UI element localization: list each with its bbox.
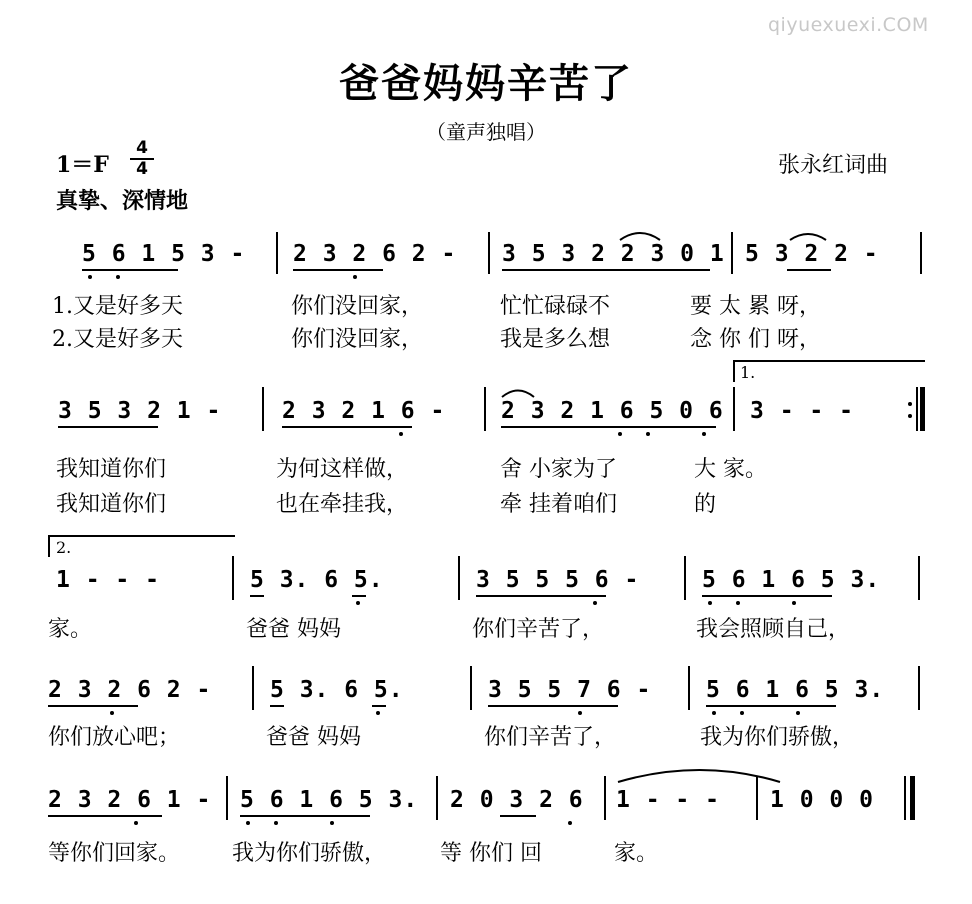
measure: 3 5 3 2 2 3 0 1 (502, 241, 725, 267)
measure: 2 0 3 2 6 (450, 787, 584, 813)
song-subtitle: （童声独唱） (426, 120, 546, 144)
measure: 1 - - - (616, 787, 720, 813)
lyric-line: 的 (694, 492, 717, 517)
slur (502, 391, 534, 398)
meter-top: 4 (136, 138, 148, 158)
measure: 2 3 2 1 6 5 0 6 (501, 398, 724, 424)
measure: 2 3 2 6 2 - (48, 677, 212, 703)
measure: 2 3 2 1 6 - (282, 398, 446, 424)
lyric-line: 我知道你们 (56, 492, 167, 517)
lyric-line: 大 家。 (694, 457, 767, 482)
measure: 2 3 2 6 2 - (293, 241, 457, 267)
author-credit: 张永红词曲 (778, 153, 889, 178)
lyric-line: 为何这样做， (276, 457, 409, 482)
lyric-line: 舍 小家为了 (500, 457, 617, 482)
measure: 5 3. 6 5. (250, 567, 384, 593)
lyric-line: 也在牵挂我， (276, 492, 409, 517)
lyric-line: 2.又是好多天 (52, 327, 183, 352)
song-title: 爸爸妈妈辛苦了 (339, 60, 633, 107)
measure: 5 6 1 5 3 - (82, 241, 246, 267)
lyric-line: 牵 挂着咱们 (500, 492, 617, 517)
lyric-line: 家。 (614, 841, 659, 866)
lyric-line: 等你们回家。 (48, 841, 181, 866)
lyric-line: 我会照顾自己， (696, 617, 851, 642)
key-signature: 1＝F (56, 152, 109, 178)
second-ending-label: 2. (56, 538, 72, 557)
measure: 5 6 1 6 5 3. (240, 787, 419, 813)
lyric-line: 忙忙碌碌不 (500, 294, 611, 319)
lyric-line: 我是多么想 (500, 327, 611, 352)
lyric-line: 家。 (48, 617, 93, 642)
tempo-marking: 真挚、深情地 (56, 188, 189, 214)
measure: 3 5 3 2 1 - (58, 398, 222, 424)
measure: 1 - - - (56, 567, 160, 593)
lyric-line: 你们没回家， (291, 294, 424, 319)
watermark: qiyuexuexi.COM (768, 14, 929, 36)
lyric-line: 等 你们 回 (440, 841, 542, 866)
meter-bottom: 4 (136, 159, 148, 179)
lyric-line: 念 你 们 呀， (690, 327, 821, 352)
measure: 5 3. 6 5. (270, 677, 404, 703)
measure: 3 5 5 5 6 - (476, 567, 640, 593)
lyric-line: 你们放心吧； (48, 725, 181, 750)
lyric-line: 你们辛苦了， (472, 617, 605, 642)
measure: 1 0 0 0 (770, 787, 874, 813)
measure: 2 3 2 6 1 - (48, 787, 212, 813)
lyric-line: 爸爸 妈妈 (266, 725, 361, 750)
lyric-line: 你们没回家， (291, 327, 424, 352)
first-ending-label: 1. (740, 363, 756, 382)
lyric-line: 要 太 累 呀， (690, 294, 821, 319)
slur (620, 233, 660, 240)
lyric-line: 我为你们骄傲， (232, 841, 387, 866)
measure: 3 5 5 7 6 - (488, 677, 652, 703)
lyric-line: 1.又是好多天 (52, 294, 183, 319)
lyric-line: 我为你们骄傲， (700, 725, 855, 750)
lyric-line: 你们辛苦了， (484, 725, 617, 750)
lyric-line: 我知道你们 (56, 457, 167, 482)
measure: 5 3 2 2 - (745, 241, 879, 267)
measure: 5 6 1 6 5 3. (706, 677, 885, 703)
tie (618, 770, 780, 782)
slur (790, 234, 826, 240)
measure: 3 - - - (750, 398, 854, 424)
lyric-line: 爸爸 妈妈 (246, 617, 341, 642)
measure: 5 6 1 6 5 3. (702, 567, 881, 593)
